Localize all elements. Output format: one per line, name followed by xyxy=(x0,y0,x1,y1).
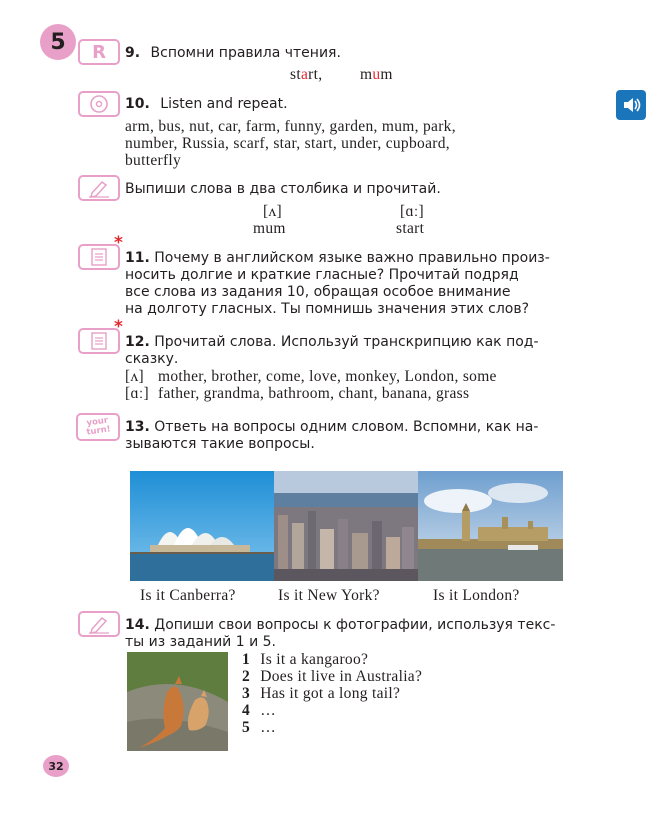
page-number: 32 xyxy=(48,759,64,773)
ex12-line-1 xyxy=(125,334,557,351)
ex10-instruction xyxy=(125,96,288,113)
speaker-icon xyxy=(616,90,646,120)
audio-button[interactable] xyxy=(616,90,646,120)
question-1-number: 1 xyxy=(242,651,251,668)
ex10-number: 10. xyxy=(125,96,150,112)
ex10-word-line-1: arm, bus, nut, car, farm, funny, garden, mum, park, xyxy=(125,118,456,135)
ex12-row2-words: father, grandma, bathroom, chant, banana, grass xyxy=(158,385,470,402)
ex9-instruction xyxy=(125,45,341,62)
ex9-word-mum-part1: m xyxy=(360,66,373,83)
question-3-number: 3 xyxy=(242,685,251,702)
ex12-row2-symbol: [ɑː] xyxy=(125,385,149,402)
ex9-word-start-highlight: a xyxy=(300,66,309,83)
ex11-line-4: на долготу гласных. Ты помнишь значения этих слов? xyxy=(125,301,530,317)
unit-number: 5 xyxy=(50,29,66,55)
ex13-text-1: Ответь на вопросы одним словом. Вспомни, как на- xyxy=(154,419,539,435)
ex11-star-icon: * xyxy=(114,233,123,253)
ex11-line-2: носить долгие и краткие гласные? Прочитай подряд xyxy=(125,267,519,283)
question-2-text: Does it live in Australia? xyxy=(260,668,423,685)
your-turn-label: your turn! xyxy=(85,415,112,438)
ex9-number: 9. xyxy=(125,45,141,61)
ex14-number: 14. xyxy=(125,617,150,633)
ex13-line-2: зываются такие вопросы. xyxy=(125,436,315,452)
notebook-lines-icon xyxy=(88,331,110,351)
ex9-text: Вспомни правила чтения. xyxy=(150,45,341,61)
your-turn-icon xyxy=(76,413,120,441)
page-number-badge xyxy=(43,755,69,777)
unit-badge xyxy=(40,24,76,60)
col2-header: [ɑː] xyxy=(400,203,424,220)
photo-kangaroos xyxy=(127,652,228,751)
ex9-word-mum-part2: m xyxy=(380,66,393,83)
ex11-number: 11. xyxy=(125,250,150,266)
ex12-row1-words: mother, brother, come, love, monkey, London, some xyxy=(158,368,497,385)
pencil-icon xyxy=(78,175,120,201)
pencil-write-icon xyxy=(87,178,111,198)
cd-icon xyxy=(78,91,120,117)
caption-canberra: Is it Canberra? xyxy=(140,587,236,604)
ex14-line-2: ты из заданий 1 и 5. xyxy=(125,634,276,650)
question-1 xyxy=(242,651,368,668)
ex11-line-1 xyxy=(125,250,557,267)
ex10-text: Listen and repeat. xyxy=(160,96,288,112)
question-5-text: … xyxy=(260,719,277,736)
ex9-word-start xyxy=(290,66,322,83)
photo-new-york xyxy=(274,471,418,581)
col1-word: mum xyxy=(253,220,286,237)
ex10-word-line-2: number, Russia, scarf, star, start, under, cupboard, xyxy=(125,135,450,152)
question-2 xyxy=(242,668,422,685)
ex12-row1-symbol: [ʌ] xyxy=(125,368,144,385)
question-1-text: Is it a kangaroo? xyxy=(260,651,369,668)
ex12-line-2: сказку. xyxy=(125,351,179,367)
notebook-lines-icon xyxy=(88,247,110,267)
photo-london xyxy=(418,471,563,581)
col1-header: [ʌ] xyxy=(263,203,282,220)
pencil-write-icon xyxy=(87,614,111,634)
caption-london: Is it London? xyxy=(433,587,520,604)
ex14-line-1 xyxy=(125,617,557,634)
ex9-word-mum-highlight: u xyxy=(372,66,381,83)
ex12-number: 12. xyxy=(125,334,150,350)
caption-new-york: Is it New York? xyxy=(278,587,380,604)
ex13-number: 13. xyxy=(125,419,150,435)
ex12-star-icon: * xyxy=(114,317,123,337)
question-4 xyxy=(242,702,276,719)
question-4-number: 4 xyxy=(242,702,251,719)
reading-rule-icon xyxy=(78,39,120,65)
ex-write-instruction: Выпиши слова в два столбика и прочитай. xyxy=(125,181,441,197)
ex9-word-mum xyxy=(360,66,393,83)
col2-word: start xyxy=(396,220,425,237)
question-5-number: 5 xyxy=(242,719,251,736)
question-3 xyxy=(242,685,400,702)
ex12-text-1: Прочитай слова. Используй транскрипцию как под- xyxy=(154,334,539,350)
photo-sydney-opera-house xyxy=(130,471,274,581)
reading-rule-letter: R xyxy=(92,41,106,63)
ex9-word-start-part1: st xyxy=(290,66,301,83)
question-5 xyxy=(242,719,276,736)
ex11-text-1: Почему в английском языке важно правильно произ- xyxy=(154,250,550,266)
ex14-text-1: Допиши свои вопросы к фотографии, используя текс- xyxy=(154,617,556,633)
ex10-word-line-3: butterfly xyxy=(125,152,182,169)
question-3-text: Has it got a long tail? xyxy=(260,685,401,702)
pencil-icon-2 xyxy=(78,611,120,637)
question-4-text: … xyxy=(260,702,277,719)
ex11-line-3: все слова из задания 10, обращая особое внимание xyxy=(125,284,511,300)
ex13-line-1 xyxy=(125,419,557,436)
ex9-word-start-part2: rt, xyxy=(308,66,323,83)
cd-disc-icon xyxy=(88,94,110,114)
question-2-number: 2 xyxy=(242,668,251,685)
